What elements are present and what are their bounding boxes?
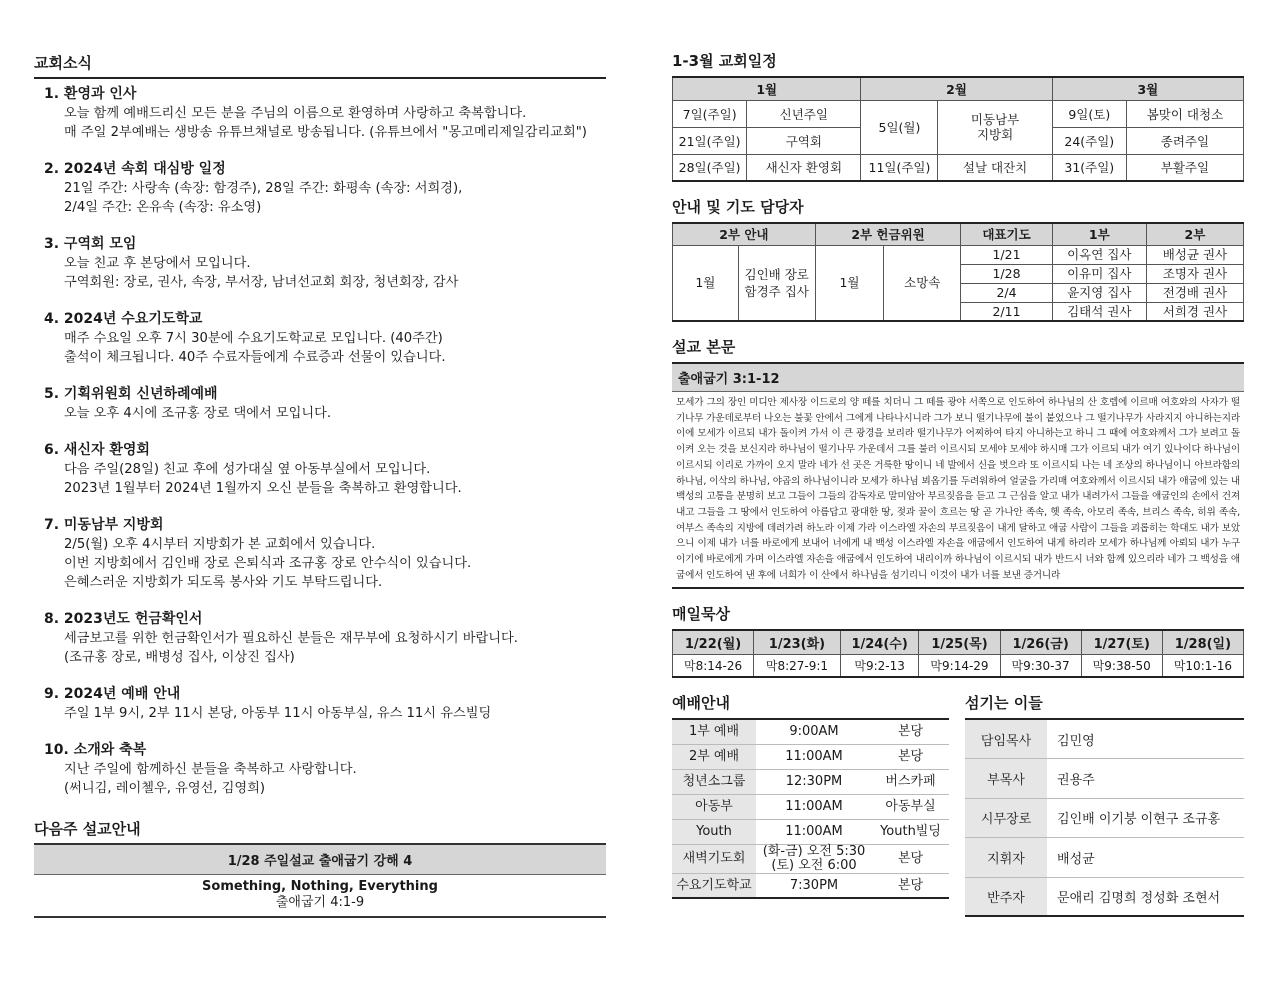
news-line: 매 주일 2부예배는 생방송 유튜브채널로 방송됩니다. (유튜브에서 "몽고메리제일감리교회") [64,125,587,140]
prayer-second: 배성균 권사 [1146,245,1243,264]
worship-name: 1부 예배 [672,719,756,744]
guide-title: 안내 및 기도 담당자 [672,198,804,216]
schedule-date: 9일(토) [1052,100,1126,127]
news-line: 오늘 함께 예배드리신 모든 분을 주님의 이름으로 환영하며 사랑하고 축복합니다. [64,106,527,121]
daily-reading: 막9:38-50 [1081,654,1162,677]
daily-day: 1/25(목) [919,630,1000,654]
server-names: 권용주 [1047,759,1244,798]
server-names: 문애리 김명희 정성화 조현서 [1047,877,1244,916]
prayer-date: 1/21 [961,245,1052,264]
servers-table [965,718,1244,917]
news-line: 지난 주일에 함께하신 분들을 축복하고 사랑합니다. [64,762,357,777]
server-role: 지휘자 [965,838,1047,877]
servers-row [965,719,1244,758]
daily-table [672,629,1244,678]
worship-place: 본당 [872,844,949,873]
worship-time: 11:00AM [756,744,872,769]
worship-place: Youth빌딩 [872,819,949,844]
schedule-date: 7일(주일) [673,100,747,127]
news-heading: 10. 소개와 축복 [44,742,147,758]
month-header: 2월 [861,77,1052,100]
server-role: 부목사 [965,759,1047,798]
worship-time: 12:30PM [756,769,872,794]
daily-title: 매일묵상 [672,605,730,624]
worship-row [672,719,949,744]
guide-header: 대표기도 [961,223,1052,245]
news-item [34,441,606,498]
schedule-event: 새신자 환영회 [747,154,861,181]
news-line: 2/4일 주간: 온유속 (속장: 유소영) [64,200,262,215]
daily-reading: 막9:30-37 [1000,654,1081,677]
daily-reading: 막10:1-16 [1162,654,1243,677]
month-header: 1월 [673,77,861,100]
server-role: 담임목사 [965,719,1047,758]
worship-name: 2부 예배 [672,744,756,769]
daily-day: 1/24(수) [840,630,919,654]
daily-reading: 막8:14-26 [673,654,754,677]
schedule-date: 21일(주일) [673,127,747,154]
server-role: 반주자 [965,877,1047,916]
guide-table [672,222,1244,322]
prayer-second: 서희경 권사 [1146,302,1243,321]
news-heading: 4. 2024년 수요기도학교 [44,311,203,327]
daily-day: 1/23(화) [754,630,841,654]
daily-day: 1/28(일) [1162,630,1243,654]
news-heading: 6. 새신자 환영회 [44,442,150,458]
news-heading: 9. 2024년 예배 안내 [44,686,181,702]
prayer-date: 2/4 [961,283,1052,302]
prayer-date: 2/11 [961,302,1052,321]
worship-row [672,769,949,794]
schedule-table [672,76,1244,182]
news-line: (써니김, 레이첼우, 유영선, 김영희) [64,781,266,796]
schedule-event: 신년주일 [747,100,861,127]
schedule-event: 봄맞이 대청소 [1126,100,1243,127]
news-item [34,516,606,592]
worship-row [672,844,949,873]
worship-section [672,692,949,917]
worship-row [672,819,949,844]
news-item [34,741,606,798]
worship-name: 수요기도학교 [672,873,756,898]
next-sermon-header: 1/28 주일설교 출애굽기 강해 4 [34,845,606,875]
servers-section [965,692,1244,917]
worship-name: 새벽기도회 [672,844,756,873]
server-names: 김민영 [1047,719,1244,758]
worship-row [672,794,949,819]
daily-day: 1/22(월) [673,630,754,654]
worship-place: 아동부실 [872,794,949,819]
prayer-date: 1/28 [961,264,1052,283]
next-sermon-passage: 출애굽기 4:1-9 [275,895,365,910]
news-item [34,685,606,723]
guide-header: 2부 안내 [673,223,816,245]
news-line: 2023년 1월부터 2024년 1월까지 오신 분들을 축복하고 환영합니다. [64,481,462,496]
sermon-text: 모세가 그의 장인 미디안 제사장 이드로의 양 떼를 치더니 그 떼를 광야 서쪽으로 인도하여 하나님의 산 호렙에 이르매 여호와의 사자가 떨기나무 가운데로부터 나오는 불꽃 안에서 그에게 나타나시니라 그가 보니 떨기나무에 불이 붙었으나 그 떨기나무가 사라지지 아니하는지라 이에 모세가 이르되 내가 돌이켜 가서 이 큰 광경을 보리라 떨기나무가 어찌하여 타지 아니하는고 하니 그 때에 여호와께서 그가 보려고 돌이켜 오는 것을 보신지라 하나님이 떨기나무 가운데서 그를 불러 이르시되 모세야 모세야 하시매 그가 이르되 내가 여기 있나이다 하나님이 이르시되 이리로 가까이 오지 말라 네가 선 곳은 거룩한 땅이니 네 발에서 신을 벗으라 또 이르시되 나는 네 조상의 하나님이니 아브라함의 하나님, 이삭의 하나님, 야곱의 하나님이니라 모세가 하나님 뵈옵기를 두려워하여 얼굴을 가리매 여호와께서 이르시되 내가 애굽에 있는 내 백성의 고통을 분명히 보고 그들이 그들의 감독자로 말미암아 부르짖음을 듣고 그 근심을 알고 내가 내려가서 그들을 애굽인의 손에서 건져내고 그들을 그 땅에서 인도하여 아름답고 광대한 땅, 젖과 꿀이 흐르는 땅 곧 가나안 족속, 헷 족속, 아모리 족속, 브리스 족속, 히위 족속, 여부스 족속의 지방에 데려가려 하노라 이제 가라 이스라엘 자손의 부르짖음이 내게 달하고 애굽 사람이 그들을 괴롭히는 학대도 내가 보았으니 이제 내가 너를 바로에게 보내어 너에게 내 백성 이스라엘 자손을 애굽에서 인도하여 내게 하리라 모세가 하나님께 아뢰되 내가 누구이기에 바로에게 가며 이스라엘 자손을 애굽에서 인도하여 내리이까 하나님이 이르시되 내가 반드시 너와 함께 있으리라 네가 그 백성을 애굽에서 인도하여 낸 후에 너희가 이 산에서 하나님을 섬기리니 이것이 내가 너를 보낸 증거니라 [676,397,1240,581]
news-list [34,85,606,798]
worship-place: 본당 [872,873,949,898]
sermon-passage: 출애굽기 3:1-12 [672,364,1244,392]
guide-header: 2부 헌금위원 [815,223,961,245]
schedule-date: 28일(주일) [673,154,747,181]
news-line: 매주 수요일 오후 7시 30분에 수요기도학교로 모입니다. (40주간) [64,331,443,346]
next-sermon-name: Something, Nothing, Everything [202,879,438,894]
daily-reading: 막9:14-29 [919,654,1000,677]
schedule-event: 종려주일 [1126,127,1243,154]
worship-time: 7:30PM [756,873,872,898]
worship-name: Youth [672,819,756,844]
news-heading: 8. 2023년도 헌금확인서 [44,611,203,627]
worship-table [672,718,949,899]
worship-name: 청년소그룹 [672,769,756,794]
worship-place: 버스카페 [872,769,949,794]
schedule-date: 11일(주일) [861,154,938,181]
worship-name: 아동부 [672,794,756,819]
worship-row [672,873,949,898]
servers-row [965,877,1244,916]
news-line: 다음 주일(28일) 친교 후에 성가대실 옆 아동부실에서 모입니다. [64,462,431,477]
servers-row [965,838,1244,877]
servers-title: 섬기는 이들 [965,694,1043,713]
sermon-box [672,362,1244,589]
news-line: 21일 주간: 사랑속 (속장: 함경주), 28일 주간: 화평속 (속장: 서희경), [64,181,463,196]
month-header: 3월 [1052,77,1243,100]
worship-place: 본당 [872,744,949,769]
news-heading: 3. 구역회 모임 [44,236,137,252]
news-line: 은혜스러운 지방회가 되도록 봉사와 기도 부탁드립니다. [64,575,383,590]
next-sermon-body [34,875,606,916]
next-sermon-title: 다음주 설교안내 [34,820,141,838]
prayer-second: 전경배 권사 [1146,283,1243,302]
news-line: 오늘 친교 후 본당에서 모입니다. [64,256,251,271]
server-names: 배성균 [1047,838,1244,877]
schedule-event: 설날 대잔치 [938,154,1052,181]
news-line: 이번 지방회에서 김인배 장로 은퇴식과 조규홍 장로 안수식이 있습니다. [64,556,472,571]
news-item [34,85,606,142]
guide-header: 1부 [1052,223,1146,245]
server-names: 김인배 이기붕 이현구 조규홍 [1047,798,1244,837]
news-item [34,235,606,292]
schedule-date: 5일(월) [861,100,938,154]
news-heading: 1. 환영과 인사 [44,86,137,102]
news-line: 2/5(월) 오후 4시부터 지방회가 본 교회에서 있습니다. [64,537,376,552]
guide-month: 1월 [673,245,739,321]
prayer-first: 김태석 권사 [1052,302,1146,321]
worship-time: 9:00AM [756,719,872,744]
news-line: 주일 1부 9시, 2부 11시 본당, 아동부 11시 아동부실, 유스 11시 유스빌딩 [64,706,492,721]
news-line: 세금보고를 위한 헌금확인서가 필요하신 분들은 재무부에 요청하시기 바랍니다. [64,631,518,646]
news-line: (조규홍 장로, 배병성 집사, 이상진 집사) [64,650,295,665]
guide-month: 1월 [815,245,884,321]
prayer-first: 이유미 집사 [1052,264,1146,283]
schedule-event: 구역회 [747,127,861,154]
next-sermon-box [34,843,606,918]
sermon-title: 설교 본문 [672,338,736,356]
schedule-title: 1-3월 교회일정 [672,52,777,70]
worship-time: 11:00AM [756,794,872,819]
daily-reading: 막8:27-9:1 [754,654,841,677]
schedule-event: 부활주일 [1126,154,1243,181]
news-line: 구역회원: 장로, 권사, 속장, 부서장, 남녀선교회 회장, 청년회장, 감사 [64,275,459,290]
news-line: 출석이 체크됩니다. 40주 수료자들에게 수료증과 선물이 있습니다. [64,350,446,365]
worship-time: 11:00AM [756,819,872,844]
prayer-second: 조명자 권사 [1146,264,1243,283]
guide-header: 2부 [1146,223,1243,245]
daily-day: 1/27(토) [1081,630,1162,654]
prayer-first: 윤지영 집사 [1052,283,1146,302]
prayer-first: 이옥연 집사 [1052,245,1146,264]
servers-row [965,798,1244,837]
news-item [34,385,606,423]
right-column [672,50,1244,917]
schedule-date: 24(주일) [1052,127,1126,154]
church-news-column [34,52,606,918]
news-line: 오늘 오후 4시에 조규홍 장로 댁에서 모입니다. [64,406,332,421]
worship-time: (화-금) 오전 5:30 (토) 오전 6:00 [756,844,872,873]
worship-title: 예배안내 [672,694,730,713]
news-heading: 2. 2024년 속회 대심방 일정 [44,161,226,177]
news-item [34,610,606,667]
server-role: 시무장로 [965,798,1047,837]
daily-day: 1/26(금) [1000,630,1081,654]
worship-row [672,744,949,769]
daily-reading: 막9:2-13 [840,654,919,677]
news-item [34,310,606,367]
news-heading: 5. 기획위원회 신년하례예배 [44,386,218,402]
news-item [34,160,606,217]
guide-offering: 소망속 [884,245,961,321]
news-heading: 7. 미동남부 지방회 [44,517,164,533]
schedule-date: 31(주일) [1052,154,1126,181]
servers-row [965,759,1244,798]
church-news-title: 교회소식 [34,52,606,79]
worship-place: 본당 [872,719,949,744]
schedule-event: 미동남부 지방회 [938,100,1052,154]
guide-ushers: 김인배 장로 함경주 집사 [738,245,815,321]
